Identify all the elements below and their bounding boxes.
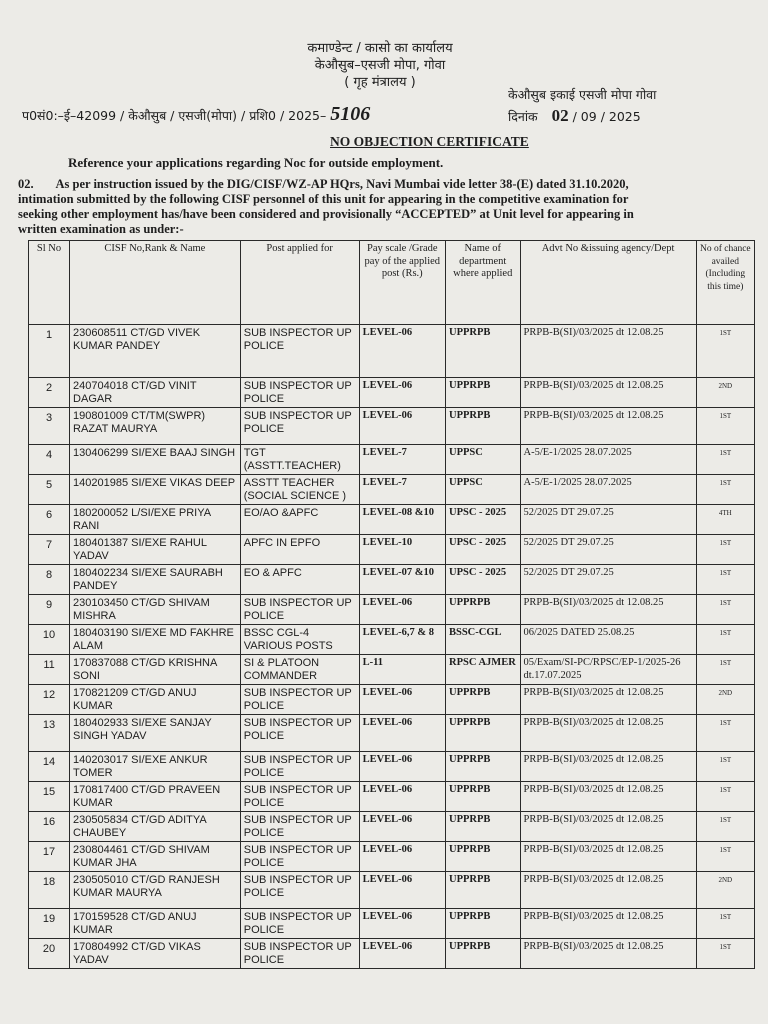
row-post: SUB INSPECTOR UP POLICE	[240, 685, 359, 715]
row-sl: 3	[29, 408, 70, 445]
row-sl: 17	[29, 842, 70, 872]
row-advt: PRPB-B(SI)/03/2025 dt 12.08.25	[520, 595, 696, 625]
row-department: UPPRPB	[445, 715, 520, 752]
row-advt: PRPB-B(SI)/03/2025 dt 12.08.25	[520, 325, 696, 378]
row-department: UPPSC	[445, 445, 520, 475]
row-sl: 6	[29, 505, 70, 535]
row-department: UPPRPB	[445, 752, 520, 782]
table-header-row	[29, 241, 755, 325]
row-chance: 1ST	[696, 535, 754, 565]
table-row	[29, 812, 755, 842]
row-post: TGT (ASSTT.TEACHER)	[240, 445, 359, 475]
paragraph-line-2: intimation submitted by the following CISF personnel of this unit for appearing in the competitive examination for	[18, 192, 629, 206]
row-personnel: 180200052 L/SI/EXE PRIYA RANI	[70, 505, 241, 535]
row-department: UPPRPB	[445, 909, 520, 939]
table-row	[29, 408, 755, 445]
row-pay: LEVEL-08 &10	[359, 505, 445, 535]
row-advt: PRPB-B(SI)/03/2025 dt 12.08.25	[520, 782, 696, 812]
table-row	[29, 595, 755, 625]
row-chance: 2ND	[696, 378, 754, 408]
header-pay: Pay scale /Grade pay of the applied post (Rs.)	[359, 241, 445, 325]
row-pay: LEVEL-06	[359, 872, 445, 909]
row-sl: 10	[29, 625, 70, 655]
row-personnel: 230103450 CT/GD SHIVAM MISHRA	[70, 595, 241, 625]
row-post: SUB INSPECTOR UP POLICE	[240, 595, 359, 625]
paragraph-line-3: seeking other employment has/have been considered and provisionally “ACCEPTED” at Unit level for appearing in	[18, 207, 634, 221]
header-dept: Name of department where applied	[445, 241, 520, 325]
row-chance: 1ST	[696, 595, 754, 625]
table-row	[29, 325, 755, 378]
date-block	[508, 106, 641, 126]
table-body	[29, 325, 755, 969]
row-pay: LEVEL-06	[359, 408, 445, 445]
row-sl: 5	[29, 475, 70, 505]
row-post: SUB INSPECTOR UP POLICE	[240, 325, 359, 378]
row-advt: 52/2025 DT 29.07.25	[520, 565, 696, 595]
row-advt: 52/2025 DT 29.07.25	[520, 505, 696, 535]
table-row	[29, 655, 755, 685]
row-advt: PRPB-B(SI)/03/2025 dt 12.08.25	[520, 685, 696, 715]
row-department: UPSC - 2025	[445, 565, 520, 595]
row-post: SUB INSPECTOR UP POLICE	[240, 715, 359, 752]
row-personnel: 230505834 CT/GD ADITYA CHAUBEY	[70, 812, 241, 842]
row-pay: LEVEL-06	[359, 842, 445, 872]
row-post: SUB INSPECTOR UP POLICE	[240, 752, 359, 782]
row-chance: 2ND	[696, 872, 754, 909]
unit-name: केऔसुब इकाई एसजी मोपा गोवा	[508, 87, 657, 102]
row-personnel: 180402234 SI/EXE SAURABH PANDEY	[70, 565, 241, 595]
date-month-year: / 09 / 2025	[572, 109, 641, 124]
row-sl: 19	[29, 909, 70, 939]
row-advt: PRPB-B(SI)/03/2025 dt 12.08.25	[520, 939, 696, 969]
row-sl: 11	[29, 655, 70, 685]
row-department: RPSC AJMER	[445, 655, 520, 685]
row-sl: 20	[29, 939, 70, 969]
row-department: UPPRPB	[445, 408, 520, 445]
row-chance: 1ST	[696, 655, 754, 685]
row-personnel: 230608511 CT/GD VIVEK KUMAR PANDEY	[70, 325, 241, 378]
row-advt: PRPB-B(SI)/03/2025 dt 12.08.25	[520, 715, 696, 752]
table-row	[29, 625, 755, 655]
row-post: SUB INSPECTOR UP POLICE	[240, 812, 359, 842]
paragraph-number: 02.	[18, 177, 34, 191]
table-row	[29, 475, 755, 505]
row-personnel: 140203017 SI/EXE ANKUR TOMER	[70, 752, 241, 782]
row-chance: 1ST	[696, 325, 754, 378]
row-pay: LEVEL-06	[359, 939, 445, 969]
office-line-1: कमाण्डेन्ट / कासो का कार्यालय	[307, 41, 453, 56]
file-number-text: प0सं0:–ई–42099 / केऔसुब / एसजी(मोपा) / प्रशि0 / 2025–	[22, 108, 327, 123]
row-personnel: 180403190 SI/EXE MD FAKHRE ALAM	[70, 625, 241, 655]
header-sl: Sl No	[29, 241, 70, 325]
row-advt: PRPB-B(SI)/03/2025 dt 12.08.25	[520, 842, 696, 872]
row-chance: 1ST	[696, 842, 754, 872]
row-advt: A-5/E-1/2025 28.07.2025	[520, 445, 696, 475]
row-chance: 1ST	[696, 715, 754, 752]
file-number	[22, 103, 370, 126]
row-sl: 7	[29, 535, 70, 565]
row-advt: 05/Exam/SI-PC/RPSC/EP-1/2025-26 dt.17.07.2025	[520, 655, 696, 685]
row-department: UPPRPB	[445, 812, 520, 842]
row-post: ASSTT TEACHER (SOCIAL SCIENCE )	[240, 475, 359, 505]
table-row	[29, 535, 755, 565]
row-post: SUB INSPECTOR UP POLICE	[240, 408, 359, 445]
table-row	[29, 378, 755, 408]
row-personnel: 170837088 CT/GD KRISHNA SONI	[70, 655, 241, 685]
table-row	[29, 505, 755, 535]
row-sl: 9	[29, 595, 70, 625]
row-advt: PRPB-B(SI)/03/2025 dt 12.08.25	[520, 752, 696, 782]
table-row	[29, 565, 755, 595]
row-post: SUB INSPECTOR UP POLICE	[240, 939, 359, 969]
row-post: BSSC CGL-4 VARIOUS POSTS	[240, 625, 359, 655]
row-personnel: 170817400 CT/GD PRAVEEN KUMAR	[70, 782, 241, 812]
row-pay: LEVEL-06	[359, 812, 445, 842]
row-pay: LEVEL-07 &10	[359, 565, 445, 595]
table-row	[29, 939, 755, 969]
noc-table	[28, 240, 755, 969]
row-department: UPPRPB	[445, 685, 520, 715]
paragraph-line-1: 02. As per instruction issued by the DIG/CISF/WZ-AP HQrs, Navi Mumbai vide letter 38-(E) dated 31.10.2020,	[18, 177, 629, 191]
row-advt: PRPB-B(SI)/03/2025 dt 12.08.25	[520, 408, 696, 445]
row-sl: 14	[29, 752, 70, 782]
header-personnel: CISF No,Rank & Name	[70, 241, 241, 325]
row-personnel: 170821209 CT/GD ANUJ KUMAR	[70, 685, 241, 715]
handwritten-file-number: 5106	[330, 103, 371, 125]
row-sl: 8	[29, 565, 70, 595]
reference-line: Reference your applications regarding Noc for outside employment.	[68, 155, 444, 170]
row-pay: LEVEL-06	[359, 325, 445, 378]
table-row	[29, 909, 755, 939]
row-department: UPPRPB	[445, 378, 520, 408]
table-row	[29, 752, 755, 782]
instruction-paragraph	[18, 177, 753, 237]
row-department: UPSC - 2025	[445, 535, 520, 565]
row-advt: A-5/E-1/2025 28.07.2025	[520, 475, 696, 505]
row-post: APFC IN EPFO	[240, 535, 359, 565]
row-department: UPPRPB	[445, 939, 520, 969]
row-department: UPPRPB	[445, 872, 520, 909]
row-sl: 18	[29, 872, 70, 909]
table-row	[29, 445, 755, 475]
row-pay: LEVEL-06	[359, 685, 445, 715]
row-pay: LEVEL-06	[359, 715, 445, 752]
row-post: SI & PLATOON COMMANDER	[240, 655, 359, 685]
row-chance: 1ST	[696, 939, 754, 969]
office-line-2: केऔसुब–एसजी मोपा, गोवा	[314, 58, 446, 73]
row-post: EO/AO &APFC	[240, 505, 359, 535]
table-row	[29, 782, 755, 812]
row-sl: 16	[29, 812, 70, 842]
row-pay: LEVEL-06	[359, 782, 445, 812]
row-sl: 12	[29, 685, 70, 715]
table-row	[29, 715, 755, 752]
row-chance: 1ST	[696, 782, 754, 812]
row-chance: 1ST	[696, 909, 754, 939]
row-post: SUB INSPECTOR UP POLICE	[240, 782, 359, 812]
row-advt: PRPB-B(SI)/03/2025 dt 12.08.25	[520, 909, 696, 939]
row-pay: LEVEL-06	[359, 909, 445, 939]
row-pay: L-11	[359, 655, 445, 685]
row-personnel: 180402933 SI/EXE SANJAY SINGH YADAV	[70, 715, 241, 752]
row-personnel: 140201985 SI/EXE VIKAS DEEP	[70, 475, 241, 505]
row-sl: 15	[29, 782, 70, 812]
row-department: BSSC-CGL	[445, 625, 520, 655]
table-row	[29, 872, 755, 909]
row-post: SUB INSPECTOR UP POLICE	[240, 872, 359, 909]
row-sl: 1	[29, 325, 70, 378]
table-row	[29, 842, 755, 872]
row-personnel: 170159528 CT/GD ANUJ KUMAR	[70, 909, 241, 939]
row-post: EO & APFC	[240, 565, 359, 595]
row-department: UPPRPB	[445, 595, 520, 625]
row-sl: 4	[29, 445, 70, 475]
row-pay: LEVEL-06	[359, 595, 445, 625]
row-personnel: 170804992 CT/GD VIKAS YADAV	[70, 939, 241, 969]
row-personnel: 180401387 SI/EXE RAHUL YADAV	[70, 535, 241, 565]
row-personnel: 190801009 CT/TM(SWPR) RAZAT MAURYA	[70, 408, 241, 445]
row-chance: 1ST	[696, 625, 754, 655]
row-department: UPPSC	[445, 475, 520, 505]
row-advt: 06/2025 DATED 25.08.25	[520, 625, 696, 655]
paragraph-line-4: written examination as under:-	[18, 222, 184, 236]
row-chance: 1ST	[696, 408, 754, 445]
row-personnel: 230505010 CT/GD RANJESH KUMAR MAURYA	[70, 872, 241, 909]
row-pay: LEVEL-6,7 & 8	[359, 625, 445, 655]
row-chance: 2ND	[696, 685, 754, 715]
header-advt: Advt No &issuing agency/Dept	[520, 241, 696, 325]
row-personnel: 130406299 SI/EXE BAAJ SINGH	[70, 445, 241, 475]
row-pay: LEVEL-06	[359, 752, 445, 782]
date-day: 02	[551, 106, 569, 125]
row-department: UPPRPB	[445, 782, 520, 812]
row-chance: 1ST	[696, 475, 754, 505]
row-pay: LEVEL-7	[359, 475, 445, 505]
row-sl: 13	[29, 715, 70, 752]
date-label: दिनांक	[508, 109, 538, 124]
header-post: Post applied for	[240, 241, 359, 325]
row-chance: 1ST	[696, 565, 754, 595]
row-chance: 4TH	[696, 505, 754, 535]
row-department: UPPRPB	[445, 325, 520, 378]
row-advt: PRPB-B(SI)/03/2025 dt 12.08.25	[520, 812, 696, 842]
row-department: UPSC - 2025	[445, 505, 520, 535]
office-header	[230, 40, 530, 91]
row-advt: PRPB-B(SI)/03/2025 dt 12.08.25	[520, 378, 696, 408]
row-pay: LEVEL-7	[359, 445, 445, 475]
row-pay: LEVEL-10	[359, 535, 445, 565]
row-post: SUB INSPECTOR UP POLICE	[240, 378, 359, 408]
row-personnel: 230804461 CT/GD SHIVAM KUMAR JHA	[70, 842, 241, 872]
row-sl: 2	[29, 378, 70, 408]
row-advt: 52/2025 DT 29.07.25	[520, 535, 696, 565]
row-pay: LEVEL-06	[359, 378, 445, 408]
header-chance: No of chance availed (Including this time)	[696, 241, 754, 325]
row-post: SUB INSPECTOR UP POLICE	[240, 909, 359, 939]
row-post: SUB INSPECTOR UP POLICE	[240, 842, 359, 872]
document-title: NO OBJECTION CERTIFICATE	[330, 134, 529, 149]
row-chance: 1ST	[696, 812, 754, 842]
row-chance: 1ST	[696, 445, 754, 475]
row-personnel: 240704018 CT/GD VINIT DAGAR	[70, 378, 241, 408]
row-chance: 1ST	[696, 752, 754, 782]
row-department: UPPRPB	[445, 842, 520, 872]
table-row	[29, 685, 755, 715]
row-advt: PRPB-B(SI)/03/2025 dt 12.08.25	[520, 872, 696, 909]
office-line-3: ( गृह मंत्रालय )	[344, 75, 416, 90]
